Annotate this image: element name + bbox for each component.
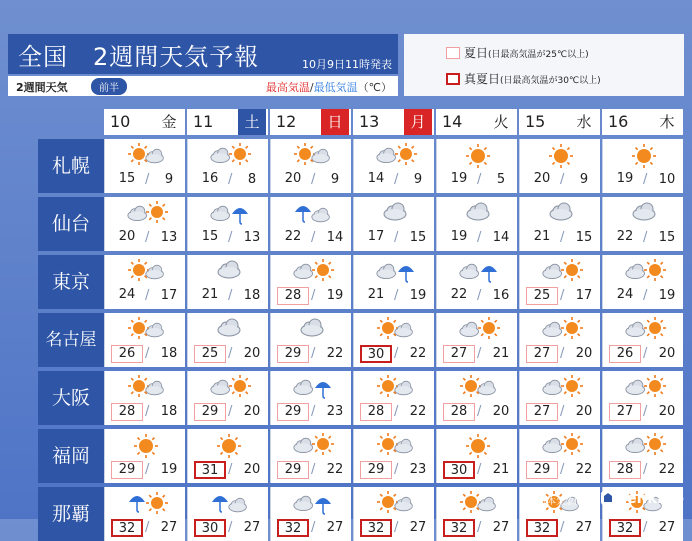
brand-name: tenki.jp — [619, 489, 684, 507]
day-header — [519, 109, 600, 135]
high-temp: 32 — [277, 519, 309, 537]
sun-icon — [621, 143, 667, 169]
forecast-cell — [270, 139, 351, 193]
high-temp: 29 — [277, 461, 309, 479]
day-number: 15 — [525, 112, 546, 131]
city-label: 名古屋 — [38, 313, 104, 367]
low-temp: 27 — [409, 520, 427, 535]
day-header — [187, 109, 268, 135]
low-temp: 19 — [160, 462, 178, 477]
day-number: 14 — [442, 112, 463, 131]
cloud-umbrella-icon — [455, 259, 501, 285]
cloud-icon — [289, 317, 335, 343]
low-temp: 9 — [413, 172, 423, 187]
temp-slash: / — [477, 404, 482, 419]
midsummer-note: (日最高気温が30℃以上) — [500, 76, 601, 86]
cloud-sun-icon — [538, 433, 584, 459]
umbrella-cloud-icon — [289, 201, 335, 227]
high-temp: 16 — [201, 171, 219, 186]
temp-unit: （℃） — [357, 81, 392, 94]
low-temp: 9 — [164, 172, 174, 187]
low-temp: 22 — [326, 346, 344, 361]
sun-cloud-icon — [372, 375, 418, 401]
forecast-cell — [519, 197, 600, 251]
high-temp: 14 — [367, 171, 385, 186]
page-title: 全国 2週間天気予報 — [18, 43, 260, 71]
forecast-cell — [602, 371, 683, 425]
low-temp: 18 — [243, 288, 261, 303]
high-temp: 21 — [533, 229, 551, 244]
forecast-cell — [353, 487, 434, 541]
temp-slash: / — [311, 230, 316, 245]
cloud-icon — [455, 201, 501, 227]
low-temp: 16 — [492, 288, 510, 303]
temp-slash: / — [394, 230, 399, 245]
temp-slash: / — [560, 346, 565, 361]
low-temp: 22 — [658, 462, 676, 477]
cloud-sun-icon — [372, 143, 418, 169]
high-temp: 19 — [450, 229, 468, 244]
forecast-cell — [436, 487, 517, 541]
city-label: 大阪 — [38, 371, 104, 425]
forecast-cell — [519, 313, 600, 367]
forecast-cell — [519, 139, 600, 193]
cloud-sun-icon — [206, 143, 252, 169]
legend — [404, 34, 684, 96]
footer-brand — [600, 489, 684, 507]
low-temp: 5 — [496, 172, 506, 187]
cloud-sun-icon — [621, 259, 667, 285]
low-temp: 14 — [492, 230, 510, 245]
forecast-cell — [104, 139, 185, 193]
footer-org: 日本気象協会 — [537, 497, 592, 507]
low-temp: 17 — [160, 288, 178, 303]
sub-header — [8, 76, 398, 96]
temp-slash: / — [228, 462, 233, 477]
lo-temp-label: 最低気温 — [313, 81, 358, 94]
cloud-sun-icon — [123, 201, 169, 227]
day-header — [436, 109, 517, 135]
low-temp: 22 — [326, 462, 344, 477]
low-temp: 19 — [409, 288, 427, 303]
weekday-label: 土 — [238, 109, 266, 135]
temp-slash: / — [311, 462, 316, 477]
sun-cloud-icon — [455, 491, 501, 517]
forecast-cell — [436, 371, 517, 425]
sun-icon — [206, 433, 252, 459]
high-temp: 20 — [284, 171, 302, 186]
high-temp: 29 — [277, 345, 309, 363]
temp-slash: / — [560, 230, 565, 245]
temp-slash: / — [311, 288, 316, 303]
low-temp: 19 — [658, 288, 676, 303]
city-label: 福岡 — [38, 429, 104, 483]
low-temp: 18 — [160, 404, 178, 419]
temp-slash: / — [477, 172, 482, 187]
temp-slash: / — [394, 462, 399, 477]
cloud-icon — [538, 201, 584, 227]
high-temp: 29 — [360, 461, 392, 479]
low-temp: 23 — [409, 462, 427, 477]
high-temp: 32 — [443, 519, 475, 537]
high-temp: 32 — [111, 519, 143, 537]
low-temp: 13 — [243, 230, 261, 245]
high-temp: 15 — [118, 171, 136, 186]
forecast-cell — [602, 139, 683, 193]
temp-slash: / — [477, 288, 482, 303]
high-temp: 15 — [201, 229, 219, 244]
low-temp: 21 — [492, 346, 510, 361]
low-temp: 21 — [492, 462, 510, 477]
sun-cloud-icon — [123, 143, 169, 169]
cloud-sun-icon — [621, 375, 667, 401]
cloud-icon — [621, 201, 667, 227]
temp-slash: / — [643, 462, 648, 477]
temp-legend — [266, 79, 392, 95]
sun-cloud-icon — [123, 317, 169, 343]
forecast-cell — [353, 139, 434, 193]
temp-slash: / — [477, 462, 482, 477]
high-temp: 19 — [450, 171, 468, 186]
forecast-cell — [353, 197, 434, 251]
city-label: 那覇 — [38, 487, 104, 541]
low-temp: 22 — [409, 346, 427, 361]
temp-slash: / — [477, 346, 482, 361]
high-temp: 31 — [194, 461, 226, 479]
temp-slash: / — [394, 172, 399, 187]
low-temp: 27 — [658, 520, 676, 535]
forecast-cell — [519, 429, 600, 483]
forecast-cell — [270, 371, 351, 425]
forecast-cell — [519, 371, 600, 425]
forecast-cell — [602, 313, 683, 367]
temp-slash: / — [643, 230, 648, 245]
forecast-cell — [104, 313, 185, 367]
temp-slash: / — [477, 520, 482, 535]
sun-icon — [455, 143, 501, 169]
day-header — [270, 109, 351, 135]
weekday-label: 金 — [161, 113, 177, 131]
high-temp: 28 — [111, 403, 143, 421]
day-number: 13 — [359, 112, 380, 131]
forecast-cell — [353, 255, 434, 309]
sun-cloud-icon — [123, 259, 169, 285]
forecast-cell — [353, 371, 434, 425]
forecast-cell — [270, 429, 351, 483]
forecast-cell — [436, 313, 517, 367]
temp-slash: / — [643, 172, 648, 187]
high-temp: 19 — [616, 171, 634, 186]
issued-time: 10月9日11時発表 — [302, 58, 392, 71]
forecast-cell — [104, 197, 185, 251]
high-temp: 30 — [443, 461, 475, 479]
temp-slash: / — [643, 404, 648, 419]
sun-icon — [538, 143, 584, 169]
city-label: 東京 — [38, 255, 104, 309]
forecast-cell — [270, 197, 351, 251]
low-temp: 23 — [326, 404, 344, 419]
temp-slash: / — [560, 404, 565, 419]
forecast-cell — [104, 487, 185, 541]
weekday-label: 火 — [493, 113, 509, 131]
temp-slash: / — [311, 346, 316, 361]
legend-midsummer — [446, 70, 601, 87]
summer-label: 夏日 — [464, 46, 489, 60]
forecast-cell — [602, 255, 683, 309]
high-temp: 27 — [443, 345, 475, 363]
temp-slash: / — [394, 288, 399, 303]
forecast-cell — [602, 429, 683, 483]
date-header-row — [104, 109, 686, 135]
day-number: 10 — [110, 112, 131, 131]
forecast-cell — [187, 371, 268, 425]
sun-cloud-icon — [372, 491, 418, 517]
forecast-cell — [187, 313, 268, 367]
forecast-cell — [104, 429, 185, 483]
temp-slash: / — [228, 230, 233, 245]
cloud-sun-icon — [206, 375, 252, 401]
high-temp: 32 — [360, 519, 392, 537]
forecast-cell — [602, 197, 683, 251]
umbrella-cloud-icon — [206, 491, 252, 517]
summer-note: (日最高気温が25℃以上) — [488, 50, 589, 60]
temp-slash: / — [145, 172, 150, 187]
day-number: 11 — [193, 112, 214, 131]
high-temp: 32 — [609, 519, 641, 537]
low-temp: 20 — [658, 404, 676, 419]
weekday-label: 水 — [576, 113, 592, 131]
low-temp: 10 — [658, 172, 676, 187]
forecast-cell — [187, 197, 268, 251]
low-temp: 15 — [575, 230, 593, 245]
high-temp: 20 — [533, 171, 551, 186]
sun-cloud-icon — [372, 317, 418, 343]
high-temp: 27 — [526, 345, 558, 363]
low-temp: 17 — [575, 288, 593, 303]
temp-slash: / — [228, 520, 233, 535]
cloud-sun-icon — [621, 433, 667, 459]
cloud-sun-icon — [538, 317, 584, 343]
forecast-cell — [436, 255, 517, 309]
low-temp: 20 — [492, 404, 510, 419]
low-temp: 27 — [243, 520, 261, 535]
mode-label: 2週間天気 — [16, 81, 68, 94]
sun-icon — [123, 433, 169, 459]
legend-summer — [446, 44, 589, 61]
low-temp: 15 — [658, 230, 676, 245]
cloud-sun-icon — [289, 433, 335, 459]
forecast-cell — [436, 139, 517, 193]
forecast-cell — [104, 255, 185, 309]
cloud-sun-icon — [538, 259, 584, 285]
low-temp: 22 — [409, 404, 427, 419]
forecast-cell — [519, 255, 600, 309]
temp-separator: / — [309, 81, 314, 94]
weekday-label: 日 — [321, 109, 349, 135]
temp-slash: / — [394, 346, 399, 361]
cloud-icon — [372, 201, 418, 227]
temp-slash: / — [394, 520, 399, 535]
high-temp: 20 — [118, 229, 136, 244]
forecast-cell — [270, 487, 351, 541]
period-badge: 前半 — [91, 78, 127, 95]
tenki-logo-icon — [600, 490, 616, 506]
temp-slash: / — [311, 172, 316, 187]
sun-cloud-icon — [289, 143, 335, 169]
temp-slash: / — [145, 404, 150, 419]
high-temp: 25 — [526, 287, 558, 305]
low-temp: 20 — [243, 404, 261, 419]
high-temp: 21 — [201, 287, 219, 302]
weekday-label: 木 — [659, 113, 675, 131]
midsummer-swatch — [446, 73, 460, 85]
temp-slash: / — [560, 288, 565, 303]
sun-cloud-icon — [372, 433, 418, 459]
low-temp: 15 — [409, 230, 427, 245]
day-number: 16 — [608, 112, 629, 131]
midsummer-label: 真夏日 — [464, 72, 501, 86]
hi-temp-label: 最高気温 — [265, 81, 310, 94]
high-temp: 25 — [194, 345, 226, 363]
high-temp: 29 — [526, 461, 558, 479]
high-temp: 28 — [360, 403, 392, 421]
low-temp: 27 — [160, 520, 178, 535]
temp-slash: / — [560, 462, 565, 477]
low-temp: 19 — [326, 288, 344, 303]
high-temp: 32 — [526, 519, 558, 537]
cloud-umbrella-icon — [206, 201, 252, 227]
day-header — [104, 109, 185, 135]
cloud-icon — [206, 317, 252, 343]
day-header — [602, 109, 683, 135]
forecast-cell — [187, 139, 268, 193]
day-header — [353, 109, 434, 135]
forecast-cell — [187, 429, 268, 483]
high-temp: 29 — [194, 403, 226, 421]
low-temp: 22 — [575, 462, 593, 477]
high-temp: 28 — [609, 461, 641, 479]
high-temp: 28 — [443, 403, 475, 421]
cloud-umbrella-icon — [372, 259, 418, 285]
high-temp: 22 — [450, 287, 468, 302]
cloud-sun-icon — [538, 375, 584, 401]
low-temp: 20 — [243, 346, 261, 361]
temp-slash: / — [145, 288, 150, 303]
temp-slash: / — [643, 288, 648, 303]
high-temp: 30 — [194, 519, 226, 537]
temp-slash: / — [560, 172, 565, 187]
day-number: 12 — [276, 112, 297, 131]
low-temp: 20 — [575, 346, 593, 361]
cloud-umbrella-icon — [289, 375, 335, 401]
cloud-sun-icon — [289, 259, 335, 285]
temp-slash: / — [311, 520, 316, 535]
high-temp: 30 — [360, 345, 392, 363]
weekday-label: 月 — [404, 109, 432, 135]
high-temp: 21 — [367, 287, 385, 302]
low-temp: 27 — [326, 520, 344, 535]
temp-slash: / — [560, 520, 565, 535]
high-temp: 27 — [526, 403, 558, 421]
low-temp: 14 — [326, 230, 344, 245]
forecast-cell — [353, 429, 434, 483]
temp-slash: / — [228, 404, 233, 419]
umbrella-sun-icon — [123, 491, 169, 517]
low-temp: 8 — [247, 172, 257, 187]
title-banner — [8, 34, 398, 74]
high-temp: 27 — [609, 403, 641, 421]
temp-slash: / — [228, 172, 233, 187]
forecast-cell — [104, 371, 185, 425]
low-temp: 27 — [575, 520, 593, 535]
low-temp: 20 — [575, 404, 593, 419]
temp-slash: / — [311, 404, 316, 419]
city-label: 仙台 — [38, 197, 104, 251]
temp-slash: / — [643, 520, 648, 535]
forecast-cell — [187, 255, 268, 309]
low-temp: 20 — [658, 346, 676, 361]
temp-slash: / — [477, 230, 482, 245]
cloud-sun-icon — [621, 317, 667, 343]
cloud-umbrella-icon — [289, 491, 335, 517]
forecast-cell — [270, 255, 351, 309]
low-temp: 9 — [330, 172, 340, 187]
high-temp: 22 — [616, 229, 634, 244]
temp-slash: / — [228, 346, 233, 361]
high-temp: 26 — [609, 345, 641, 363]
cloud-icon — [206, 259, 252, 285]
low-temp: 27 — [492, 520, 510, 535]
temp-slash: / — [145, 520, 150, 535]
low-temp: 9 — [579, 172, 589, 187]
forecast-cell — [187, 487, 268, 541]
high-temp: 29 — [111, 461, 143, 479]
forecast-cell — [270, 313, 351, 367]
high-temp: 28 — [277, 287, 309, 305]
cloud-sun-icon — [455, 317, 501, 343]
temp-slash: / — [145, 346, 150, 361]
low-temp: 20 — [243, 462, 261, 477]
sun-icon — [455, 433, 501, 459]
sun-cloud-icon — [455, 375, 501, 401]
high-temp: 17 — [367, 229, 385, 244]
sun-cloud-icon — [123, 375, 169, 401]
temp-slash: / — [228, 288, 233, 303]
temp-slash: / — [145, 462, 150, 477]
forecast-cell — [353, 313, 434, 367]
city-label: 札幌 — [38, 139, 104, 193]
forecast-cell — [436, 197, 517, 251]
high-temp: 24 — [118, 287, 136, 302]
temp-slash: / — [643, 346, 648, 361]
low-temp: 18 — [160, 346, 178, 361]
high-temp: 26 — [111, 345, 143, 363]
high-temp: 24 — [616, 287, 634, 302]
summer-swatch — [446, 47, 460, 59]
high-temp: 29 — [277, 403, 309, 421]
temp-slash: / — [145, 230, 150, 245]
forecast-cell — [436, 429, 517, 483]
low-temp: 13 — [160, 230, 178, 245]
high-temp: 22 — [284, 229, 302, 244]
temp-slash: / — [394, 404, 399, 419]
